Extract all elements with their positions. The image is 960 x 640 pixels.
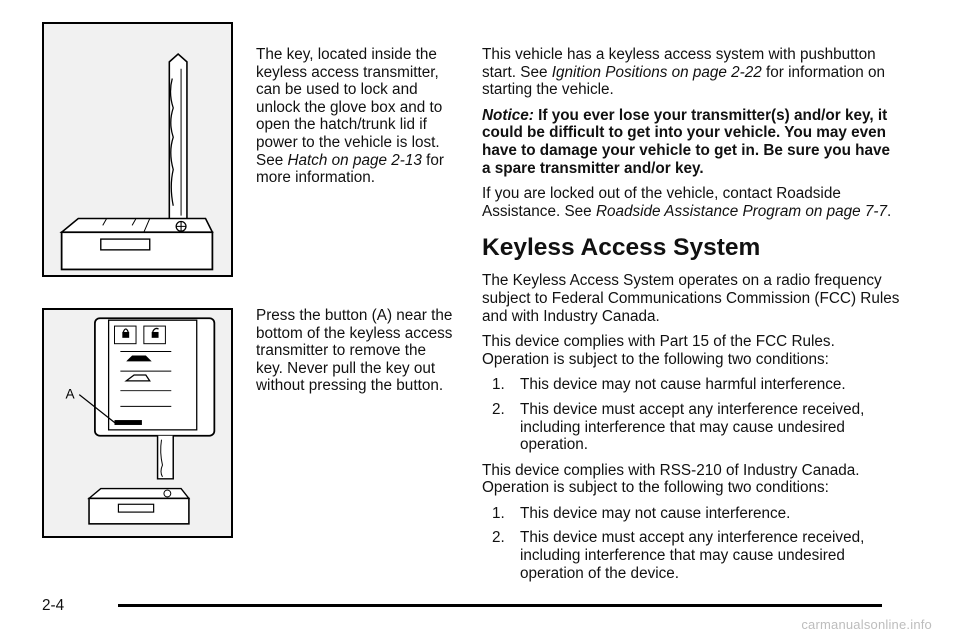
list-text: This device may not cause interference. xyxy=(520,504,791,522)
radio-paragraph: The Keyless Access System operates on a radio frequency subject to Federal Communications Commission (FCC) Rules and with Industry Canada. xyxy=(482,272,900,325)
hatch-page-reference[interactable]: Hatch on page 2-13 xyxy=(287,151,422,169)
section-heading: Keyless Access System xyxy=(482,234,761,262)
page-number: 2-4 xyxy=(42,597,65,614)
locked-out-text: If you are locked out of the vehicle, contact Roadside Assistance. See xyxy=(482,185,841,220)
watermark: carmanualsonline.info xyxy=(801,617,932,632)
fcc-paragraph: This device complies with Part 15 of the FCC Rules. Operation is subject to the following two conditions: xyxy=(482,333,835,368)
locked-out-paragraph xyxy=(482,185,900,220)
fcc-conditions-list xyxy=(482,376,900,453)
key-illustration xyxy=(42,22,233,277)
right-column xyxy=(482,46,900,590)
notice-paragraph xyxy=(482,107,900,177)
list-text: This device must accept any interference received, including interference that may cause undesired operation of the device. xyxy=(520,529,865,582)
transmitter-illustration xyxy=(42,308,233,538)
mechanical-key-icon xyxy=(44,24,231,275)
footer-rule xyxy=(118,604,882,607)
list-item xyxy=(492,376,900,394)
rss-conditions-list xyxy=(482,505,900,582)
key-caption xyxy=(256,46,456,187)
key-caption-tail: for more information. xyxy=(256,151,444,187)
notice-text: If you ever lose your transmitter(s) and/or key, it could be difficult to get into your vehicle. You may even have to damage your vehicle to get in. Be sure you have a spare transmitter and/or key. xyxy=(482,106,891,177)
rss-paragraph: This device complies with RSS-210 of Industry Canada. Operation is subject to the following two conditions: xyxy=(482,461,860,497)
roadside-page-reference[interactable]: Roadside Assistance Program on page 7-7 xyxy=(595,202,888,220)
intro-paragraph xyxy=(482,46,900,99)
intro-text: This vehicle has a keyless access system with pushbutton start. See xyxy=(482,46,876,81)
list-item xyxy=(492,505,900,523)
ignition-page-reference[interactable]: Ignition Positions on page 2-22 xyxy=(551,63,762,81)
list-number: 2. xyxy=(492,400,505,418)
list-text: This device may not cause harmful interference. xyxy=(520,376,846,394)
transmitter-caption: Press the button (A) near the bottom of the keyless access transmitter to remove the key. Never pull the key out without pressing the button. xyxy=(256,307,453,395)
list-number: 2. xyxy=(492,529,505,547)
list-number: 1. xyxy=(492,376,505,394)
list-item xyxy=(492,401,900,454)
list-text: This device must accept any interference received, including interference that may cause undesired operation. xyxy=(520,400,865,454)
notice-label: Notice: xyxy=(482,106,534,124)
list-number: 1. xyxy=(492,504,505,522)
key-caption-text: The key, located inside the keyless access transmitter, can be used to lock and unlock the glove box and to open the hatch/trunk lid if power to the vehicle is lost. See xyxy=(256,46,443,169)
callout-letter: A xyxy=(65,386,75,402)
keyless-transmitter-icon xyxy=(44,310,231,536)
list-item xyxy=(492,529,900,582)
locked-out-tail: . xyxy=(887,202,892,220)
intro-tail: for information on starting the vehicle. xyxy=(482,63,886,99)
